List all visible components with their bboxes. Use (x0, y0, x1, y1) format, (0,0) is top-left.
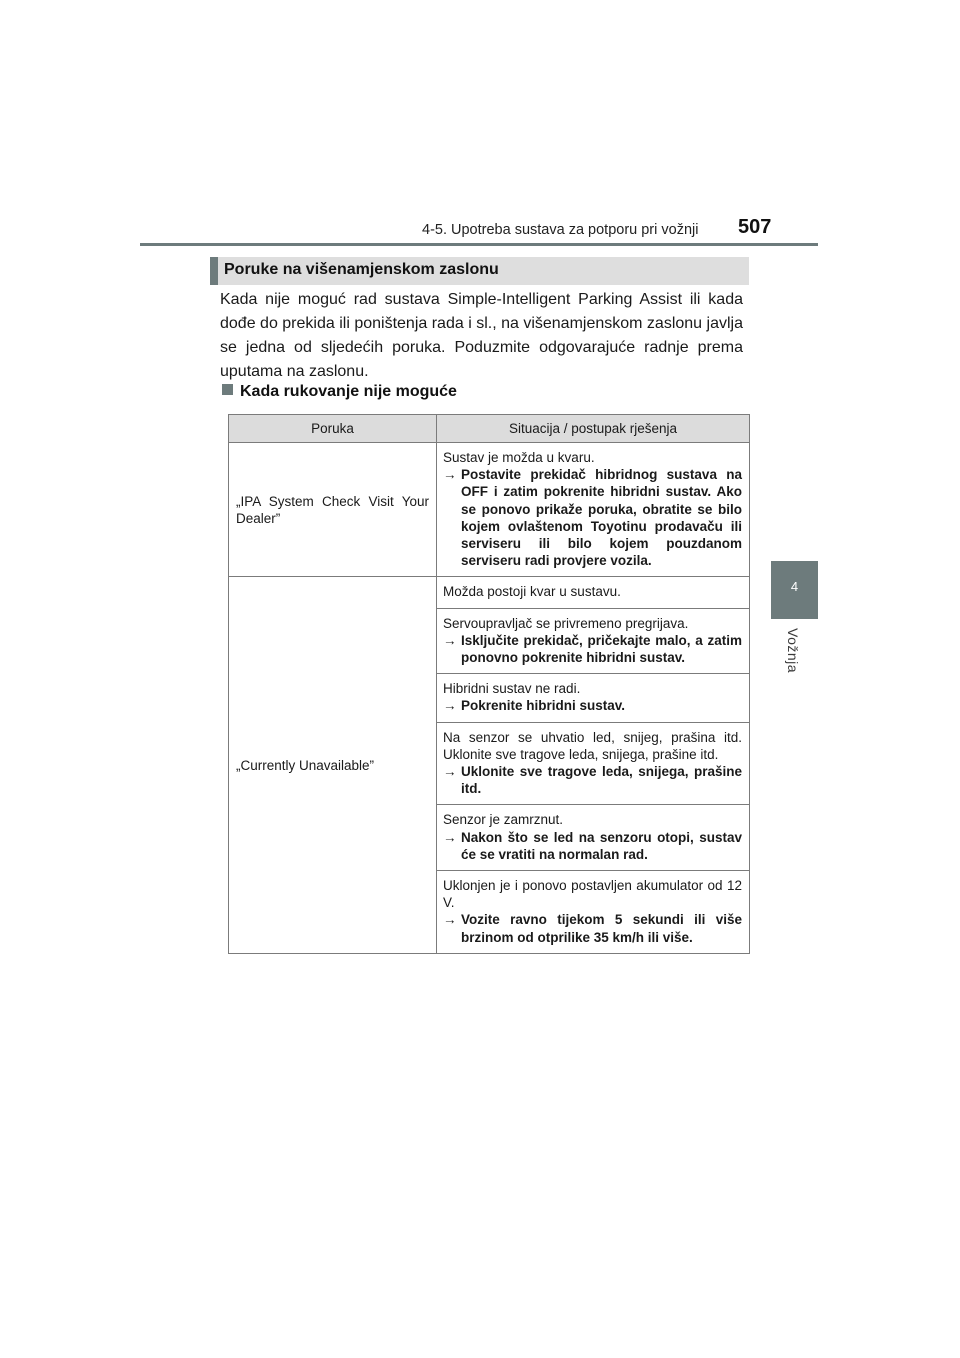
column-header-message: Poruka (229, 415, 437, 443)
action-text: Nakon što se led na senzoru otopi, sustav će se vratiti na normalan rad. (461, 829, 742, 862)
action-item (443, 632, 742, 666)
situation-cell (437, 608, 750, 674)
subheading (222, 383, 457, 401)
situation-text: Uklonjen je i ponovo postavljen akumulator od 12 V. (443, 878, 742, 911)
section-title: Poruke na višenamjenskom zaslonu (224, 261, 499, 278)
action-text: Isključite prekidač, pričekajte malo, a zatim ponovno pokrenite hibridni sustav. (461, 632, 742, 666)
message-cell: „IPA System Check Visit Your Dealer” (229, 443, 437, 577)
situation-text: Možda postoji kvar u sustavu. (443, 584, 621, 600)
subheading-text: Kada rukovanje nije moguće (240, 383, 457, 400)
situation-cell (437, 674, 750, 722)
situation-cell (437, 871, 750, 954)
situation-cell (437, 443, 750, 577)
table-row (229, 443, 750, 577)
action-item (443, 829, 742, 863)
section-title-bar (210, 257, 749, 285)
situation-text: Servoupravljač se privremeno pregrijava. (443, 615, 689, 631)
header-rule (140, 243, 818, 246)
situation-text: Sustav je možda u kvaru. (443, 450, 595, 465)
chapter-tab-label: Vožnja (785, 628, 801, 674)
intro-paragraph: Kada nije moguć rad sustava Simple-Intelligent Parking Assist ili kada dođe do prekida ili poništenja rada i sl., na višenamjenskom zaslonu javlja se jedna od sljedećih poruka. Poduzmite odgovarajuće radnje prema uputama na zaslonu. (220, 291, 743, 380)
table-row (229, 577, 750, 608)
arrow-right-icon: → (443, 467, 457, 483)
section-title-accent (210, 257, 218, 285)
situation-cell (437, 577, 750, 608)
arrow-right-icon: → (443, 764, 457, 780)
table-header-row (229, 415, 750, 443)
action-item (443, 911, 742, 945)
action-item (443, 697, 742, 714)
situation-text: Na senzor se uhvatio led, snijeg, prašina itd. Uklonite sve tragove leda, snijega, prašine itd. (443, 729, 742, 762)
message-cell: „Currently Unavailable” (229, 577, 437, 953)
action-text: Postavite prekidač hibridnog sustava na OFF i zatim pokrenite hibridni sustav. (461, 467, 742, 500)
chapter-tab-number: 4 (790, 579, 799, 594)
action-text: Vozite ravno tijekom 5 sekundi ili više brzinom od otprilike 35 km/h ili više. (461, 912, 742, 945)
arrow-right-icon: → (443, 698, 457, 714)
arrow-right-icon: → (443, 829, 457, 845)
chapter-tab (771, 561, 818, 619)
action-item (443, 466, 742, 569)
arrow-right-icon: → (443, 632, 457, 648)
action-text: Uklonite sve tragove leda, snijega, prašine itd. (461, 764, 742, 797)
chapter-header: 4-5. Upotreba sustava za potporu pri vožnji (422, 222, 699, 238)
square-bullet-icon (222, 384, 233, 395)
situation-cell (437, 805, 750, 871)
action-text: Pokrenite hibridni sustav. (461, 698, 626, 714)
arrow-right-icon: → (443, 912, 457, 928)
action-item (443, 763, 742, 797)
messages-table (228, 414, 750, 954)
page-number: 507 (738, 216, 772, 238)
situation-text: Senzor je zamrznut. (443, 812, 564, 828)
situation-text: Hibridni sustav ne radi. (443, 681, 581, 697)
situation-cell (437, 722, 750, 805)
action-extra-text: Ako se ponovo prikaže poruka, obratite se bilo kojem ovlaštenom Toyotinu prodavaču ili serviseru ili bilo kojem pouzdanom serviseru radi provjere vozila. (461, 484, 742, 569)
column-header-situation: Situacija / postupak rješenja (437, 415, 750, 443)
